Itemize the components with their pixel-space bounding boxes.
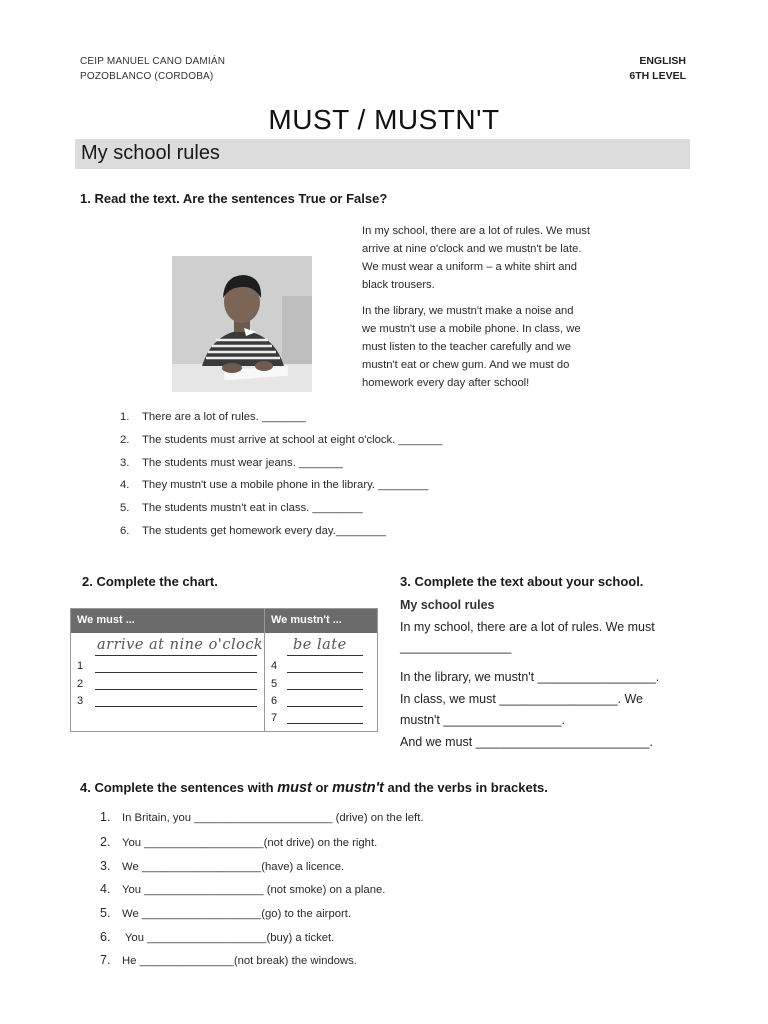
ex2-heading: 2. Complete the chart.: [82, 574, 218, 589]
section-title: My school rules: [81, 142, 220, 164]
item-text: You ___________________(not drive) on the right.: [122, 837, 378, 849]
item-text: You ___________________ (not smoke) on a plane.: [122, 884, 386, 896]
item-text: We ___________________(have) a licence.: [122, 861, 345, 873]
list-item: [100, 930, 334, 944]
ex4-heading-pre: 4. Complete the sentences with: [80, 780, 278, 795]
chart-header-must: [71, 609, 264, 633]
example-must-answer: arrive at nine o'clock: [97, 637, 264, 653]
list-item: [120, 479, 428, 491]
list-item: [120, 502, 363, 514]
item-number: 7.: [100, 953, 111, 967]
boy-illustration: [172, 256, 312, 392]
ex3-heading: 3. Complete the text about your school.: [400, 574, 644, 589]
para2-line: In the library, we mustn't make a noise and: [362, 305, 574, 317]
answer-line: [287, 723, 363, 724]
list-item: [100, 953, 357, 967]
para1-line: black trousers.: [362, 279, 435, 291]
boy-writing-photo: [172, 256, 312, 392]
para1-line: We must wear a uniform – a white shirt and: [362, 261, 577, 273]
item-text: The students get homework every day.________: [142, 525, 387, 537]
page-title: MUST / MUSTN'T: [268, 104, 500, 135]
item-text: There are a lot of rules. _______: [142, 411, 306, 423]
ex4-heading-post: and the verbs in brackets.: [383, 780, 548, 795]
item-number: 2.: [100, 835, 111, 849]
row-number: 3: [77, 695, 84, 707]
chart-divider: [264, 609, 265, 731]
item-number: 3.: [120, 457, 130, 469]
item-text: The students must arrive at school at eight o'clock. _______: [142, 434, 443, 446]
item-text: The students mustn't eat in class. ________: [142, 502, 363, 514]
row-number: 6: [271, 695, 278, 707]
answer-line: [95, 655, 257, 656]
reading-paragraph-1: [362, 222, 632, 294]
item-number: 5.: [120, 502, 130, 514]
item-text: The students must wear jeans. _______: [142, 457, 343, 469]
subject-info: [629, 54, 686, 84]
subject-label: ENGLISH: [639, 55, 686, 67]
ex4-heading-must: must: [277, 780, 312, 796]
item-number: 1.: [100, 810, 111, 824]
chart-header-mustnt-label: We mustn't ...: [271, 614, 342, 626]
item-number: 2.: [120, 434, 130, 446]
item-number: 4.: [100, 882, 111, 896]
section-band: [75, 139, 690, 169]
level-label: 6TH LEVEL: [629, 70, 686, 82]
ex4-heading: [80, 780, 548, 796]
answer-line: [287, 672, 363, 673]
answer-line: [95, 706, 257, 707]
para2-line: homework every day after school!: [362, 377, 530, 389]
school-info: [80, 54, 225, 84]
ex4-heading-mustnt: mustn't: [332, 780, 384, 796]
ex3-subtitle: My school rules: [400, 598, 495, 612]
para2-line: must listen to the teacher carefully and we: [362, 341, 571, 353]
ex4-heading-or: or: [311, 780, 333, 795]
para1-line: In my school, there are a lot of rules. We must: [362, 225, 590, 237]
list-item: [100, 882, 385, 896]
list-item: [100, 810, 423, 824]
item-number: 6.: [100, 930, 111, 944]
item-text: We ___________________(go) to the airport.: [122, 908, 352, 920]
ex3-line: ________________: [400, 640, 512, 654]
para1-line: arrive at nine o'clock and we mustn't be late.: [362, 243, 582, 255]
reading-paragraph-2: [362, 302, 632, 392]
answer-line: [287, 706, 363, 707]
chart-header-mustnt: [265, 609, 377, 633]
ex1-heading: 1. Read the text. Are the sentences True or False?: [80, 191, 388, 206]
school-location: POZOBLANCO (CORDOBA): [80, 71, 214, 82]
ex3-line: In class, we must _________________. We: [400, 692, 643, 706]
item-number: 4.: [120, 479, 130, 491]
item-text: In Britain, you ______________________ (drive) on the left.: [122, 812, 424, 824]
ex3-line: In the library, we mustn't _________________.: [400, 670, 660, 684]
item-number: 3.: [100, 859, 111, 873]
row-number: 5: [271, 678, 278, 690]
ex3-line: And we must _________________________.: [400, 735, 653, 749]
para2-line: mustn't eat or chew gum. And we must do: [362, 359, 570, 371]
school-name: CEIP MANUEL CANO DAMIÁN: [80, 56, 226, 67]
answer-line: [287, 655, 363, 656]
item-number: 5.: [100, 906, 111, 920]
list-item: [120, 525, 386, 537]
list-item: [100, 835, 377, 849]
row-number: 2: [77, 678, 84, 690]
list-item: [120, 457, 343, 469]
row-number: 7: [271, 712, 278, 724]
row-number: 1: [77, 660, 84, 672]
item-text: You ___________________(buy) a ticket.: [122, 932, 335, 944]
item-text: They mustn't use a mobile phone in the library. ________: [142, 479, 429, 491]
row-number: 4: [271, 660, 278, 672]
list-item: [100, 859, 344, 873]
answer-line: [287, 689, 363, 690]
ex3-line: In my school, there are a lot of rules. We must: [400, 620, 655, 634]
item-number: 6.: [120, 525, 130, 537]
list-item: [100, 906, 351, 920]
item-number: 1.: [120, 411, 130, 423]
ex3-line: mustn't _________________.: [400, 713, 566, 727]
example-mustnt-answer: be late: [293, 637, 347, 653]
item-text: He _______________(not break) the windows.: [122, 955, 357, 967]
answer-line: [95, 689, 257, 690]
answer-line: [95, 672, 257, 673]
must-mustnt-chart: [70, 608, 378, 732]
list-item: [120, 434, 442, 446]
chart-header-must-label: We must ...: [77, 614, 135, 626]
para2-line: we mustn't use a mobile phone. In class, we: [362, 323, 581, 335]
list-item: [120, 411, 306, 423]
